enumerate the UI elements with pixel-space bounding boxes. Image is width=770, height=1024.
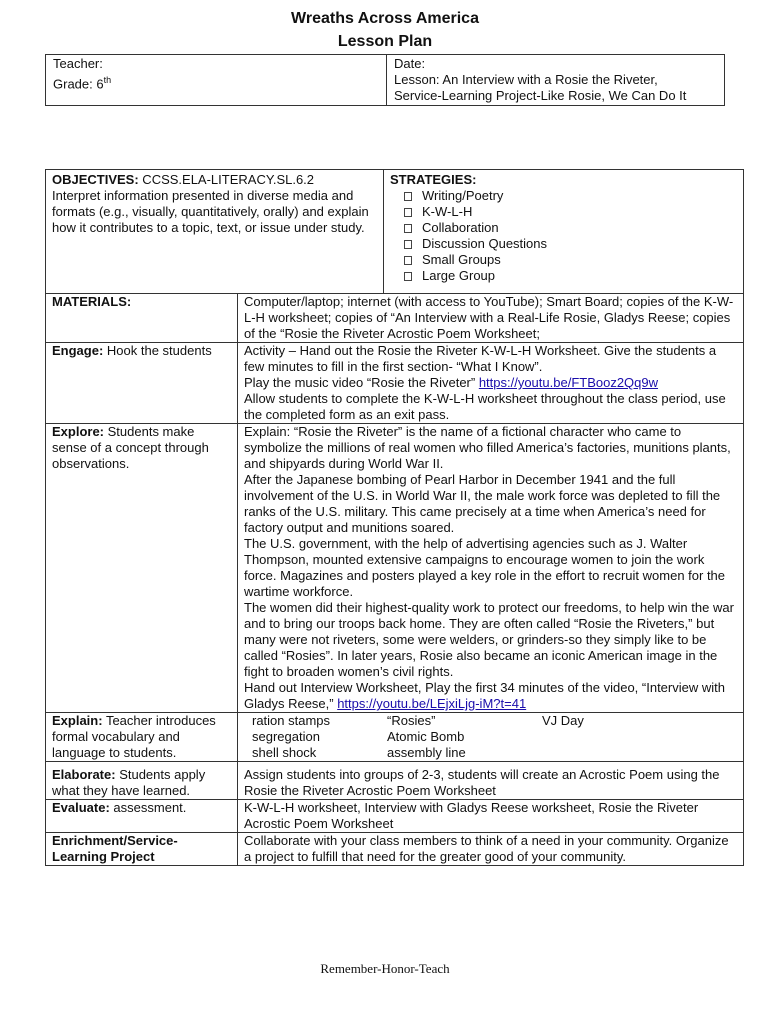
strategy-item [390,236,737,252]
music-video-link[interactable]: https://youtu.be/FTBooz2Qq9w [478,375,659,390]
explain-label-cell [46,713,238,762]
grade-label: Grade: 6 [53,76,104,92]
objectives-label: OBJECTIVES: [52,172,139,187]
materials-label-cell [46,294,238,343]
strategy-item [390,188,737,204]
date-lesson-cell [387,55,725,106]
engage-label: Engage: [52,343,104,358]
explore-paragraph-3: The U.S. government, with the help of advertising agencies such as J. Walter Thompson, mounted extensive campaigns to encourage women to join the work force. Magazines and posters played a key role in the effort to recruit women for the wartime workforce. [244,536,726,599]
explore-cell [238,424,744,713]
objectives-code: CCSS.ELA-LITERACY.SL.6.2 [138,172,315,187]
evaluate-label: Evaluate: [52,800,110,815]
vocabulary-grid [244,713,737,761]
header-table [45,54,725,106]
engage-line-2-text: Play the music video “Rosie the Riveter” [244,375,479,390]
objectives-cell [46,170,384,294]
explore-paragraph-2: After the Japanese bombing of Pearl Harbor in December 1941 and the full involvement of the U.S. in World War II, the male work force was depleted to fill the ranks of the U.S. military. This came precisely at a time when America’s need for factory output and munitions soared. [244,472,721,535]
elaborate-label-cell [46,762,238,800]
lesson-table [45,169,744,866]
enrichment-text: Collaborate with your class members to think of a need in your community. Organize a project to fulfill that need for the greater good of your community. [238,833,744,866]
vocab-term [542,729,642,745]
vocab-term: Atomic Bomb [387,729,465,744]
vocab-term [542,745,642,761]
elaborate-text: Assign students into groups of 2-3, students will create an Acrostic Poem using the Rosie the Riveter Acrostic Poem Worksheet [238,762,744,800]
explore-paragraph-1: Explain: “Rosie the Riveter” is the name of a fictional character who came to symbolize the millions of real women who filled America’s factories, munitions plants, and shipyards during World War II. [244,424,731,471]
checkbox-icon [404,208,412,217]
vocab-term: ration stamps [252,713,331,728]
strategy-label: Writing/Poetry [422,188,504,203]
evaluate-label-rest: assessment. [109,800,187,815]
document-title: Wreaths Across America [291,10,479,27]
strategy-item [390,268,737,284]
engage-line-1: Activity – Hand out the Rosie the Riveter K-W-L-H Worksheet. Give the students a few minutes to fill in the first section- “What I Know”. [244,343,717,374]
evaluate-text: K-W-L-H worksheet, Interview with Gladys Reese worksheet, Rosie the Riveter Acrostic Poem Worksheet [238,800,744,833]
vocab-term: VJ Day [542,713,584,728]
checkbox-icon [404,240,412,249]
checkbox-icon [404,192,412,201]
lesson-field: Lesson: An Interview with a Rosie the Riveter, Service-Learning Project-Like Rosie, We Can Do It [394,72,687,103]
footer-motto: Remember-Honor-Teach [320,961,450,976]
grade-field [53,72,379,92]
explain-label: Explain: [52,713,103,728]
strategy-label: Small Groups [422,252,501,267]
evaluate-label-cell [46,800,238,833]
strategies-label: STRATEGIES: [390,172,477,187]
explore-paragraph-5-text: Hand out Interview Worksheet, Play the first 34 minutes of the video, “Interview with Gladys Reese,” [244,680,725,711]
materials-text: Computer/laptop; internet (with access to YouTube); Smart Board; copies of the K-W-L-H worksheet; copies of “An Interview with a Real-Life Rosie, Gladys Reese; copies of the “Rosie the Riveter Acrostic Poem Worksheet; [238,294,744,343]
explore-paragraph-4: The women did their highest-quality work to protect our freedoms, to help win the war and to bring our troops back home. They are often called “Rosie the Riveters,” but many were not riveters, some were welders, or grinders-so they simply like to be called “Rosies”. In later years, Rosie also became an iconic American image in the fight to broaden women’s civil rights. [244,600,734,679]
objectives-text: Interpret information presented in diverse media and formats (e.g., visually, quantitatively, orally) and explain how it contributes to a topic, text, or issue under study. [52,188,369,235]
elaborate-label-rest: Students apply what they have learned. [52,767,206,798]
enrichment-label: Enrichment/Service-Learning Project [52,833,178,864]
vocab-term: shell shock [252,745,317,760]
engage-label-rest: Hook the students [103,343,212,358]
materials-label: MATERIALS: [52,294,132,309]
engage-label-cell [46,343,238,424]
checkbox-icon [404,224,412,233]
engage-line-2 [244,375,737,391]
strategy-label: K-W-L-H [422,204,473,219]
interview-video-link[interactable]: https://youtu.be/LEjxiLjg-iM?t=41 [337,696,527,711]
strategies-cell [384,170,744,294]
vocab-term: “Rosies” [387,713,436,728]
strategy-label: Large Group [422,268,496,283]
explore-label: Explore: [52,424,105,439]
explore-paragraph-5 [244,680,737,712]
document-subtitle: Lesson Plan [337,33,433,50]
strategy-label: Collaboration [422,220,499,235]
date-field: Date: [394,56,426,71]
elaborate-label: Elaborate: [52,767,116,782]
strategy-item [390,204,737,220]
grade-sup: th [103,75,112,85]
checkbox-icon [404,256,412,265]
explain-cell [238,713,744,762]
strategy-label: Discussion Questions [422,236,548,251]
engage-cell [238,343,744,424]
vocab-term: segregation [252,729,320,744]
strategy-item [390,220,737,236]
strategy-item [390,252,737,268]
explore-label-cell [46,424,238,713]
engage-line-3: Allow students to complete the K-W-L-H worksheet throughout the class period, use the completed form as an exit pass. [244,391,726,422]
explore-label-rest: Students make sense of a concept through observations. [52,424,209,471]
vocab-term: assembly line [387,745,466,760]
enrichment-label-cell [46,833,238,866]
teacher-field: Teacher: [53,56,103,71]
teacher-grade-cell [46,55,387,106]
checkbox-icon [404,272,412,281]
explain-label-rest: Teacher introduces formal vocabulary and language to students. [52,713,216,760]
